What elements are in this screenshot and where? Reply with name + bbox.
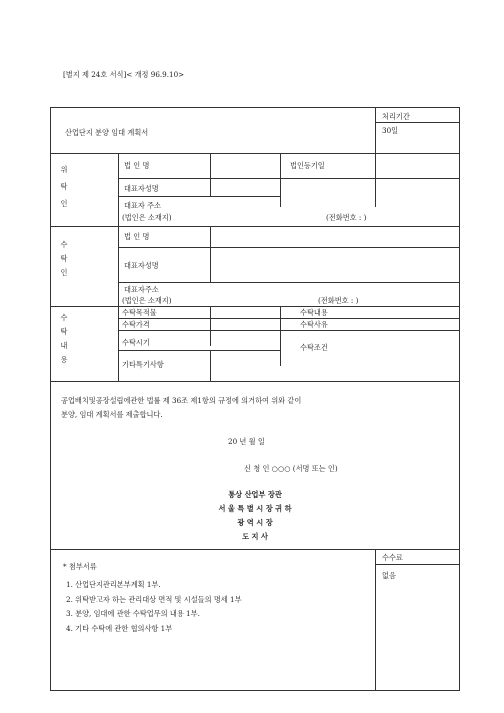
consignee-addr-note: (법인은 소재지) (122, 296, 172, 305)
frame-left (50, 107, 51, 691)
contents-char: 용 (60, 355, 68, 364)
divider (118, 196, 280, 197)
consignee-char: 탁 (60, 254, 68, 263)
contents-char: 탁 (60, 327, 68, 336)
divider (118, 178, 460, 179)
divider (118, 282, 460, 283)
contents-char: 내 (60, 341, 68, 350)
frame-right (459, 107, 460, 691)
applicant-line: 신 청 인 ○○○ (서명 또는 인) (244, 464, 338, 473)
divider (118, 350, 280, 351)
statement-line1: 공업배치및공장설립에관한 법률 제 36조 제1항의 규정에 의거하여 위와 같이 (61, 396, 302, 405)
reason-label: 수탁사유 (300, 320, 328, 329)
target-label: 수탁목적물 (122, 308, 157, 317)
condition-label: 수탁조건 (300, 343, 328, 352)
attachment-item: 2. 위탁받고자 하는 관리대상 면적 및 시설들의 명세 1부 (66, 595, 242, 604)
divider (50, 153, 460, 154)
consignee-phone: (전화번호 : ) (318, 296, 359, 305)
divider (118, 247, 460, 248)
divider (118, 330, 460, 331)
statement-date: 20 년 월 일 (228, 437, 265, 446)
processing-label: 처리기간 (382, 112, 410, 121)
consignee-rep-addr-label: 대표자주소 (124, 285, 159, 294)
consigner-rep-name-label: 대표자성명 (124, 184, 159, 193)
attachment-item: 3. 분양, 임대에 관한 수탁업무의 내용 1부. (66, 609, 200, 618)
consigner-corp-name-label: 법 인 명 (124, 161, 150, 170)
divider (210, 178, 211, 196)
other-label: 기타특기사항 (122, 360, 164, 369)
divider (375, 107, 376, 153)
section-divider (50, 306, 460, 307)
section-divider (50, 549, 460, 550)
divider (375, 153, 376, 207)
addressee-seoul: 서 울 특 별 시 장 귀 하 (218, 504, 292, 513)
divider (280, 153, 281, 207)
divider (375, 122, 460, 123)
consignee-rep-name-label: 대표자성명 (124, 261, 159, 270)
divider (118, 318, 460, 319)
divider (210, 306, 211, 346)
consigner-char: 인 (60, 199, 68, 208)
consigner-char: 탁 (60, 182, 68, 191)
consigner-char: 위 (60, 165, 68, 174)
fee-label: 수수료 (382, 553, 403, 562)
period-label: 수탁시기 (122, 338, 150, 347)
divider (280, 330, 281, 366)
consigner-rep-addr-label: 대표자 주소 (124, 201, 162, 210)
frame-bottom (50, 690, 460, 691)
divider (210, 350, 211, 381)
consigner-phone: (전화번호 : ) (326, 213, 367, 222)
form-number: [별지 제 24호 서식]< 개정 96.9.10> (63, 70, 185, 79)
consigner-corp-reg-label: 법인등기일 (290, 161, 325, 170)
divider (375, 549, 376, 691)
statement-line2: 분양, 임대 계획서를 제출합니다. (61, 410, 163, 419)
scope-label: 수탁내용 (300, 308, 328, 317)
divider (210, 226, 211, 282)
section-divider (50, 226, 460, 227)
divider (210, 153, 211, 179)
contents-char: 수 (60, 313, 68, 322)
fee-value: 없음 (382, 571, 396, 580)
frame-top (50, 107, 460, 108)
consignee-char: 수 (60, 240, 68, 249)
section-divider (50, 381, 460, 382)
consignee-char: 인 (60, 268, 68, 277)
attachment-item: 1. 산업단지관리본부계획 1부. (66, 580, 161, 589)
attachments-heading: * 첨부서류 (63, 562, 97, 571)
price-label: 수탁가격 (122, 320, 150, 329)
label-column-divider (118, 153, 119, 381)
addressee-ministry: 통상 산업부 장관 (228, 490, 282, 499)
addressee-province: 도 지 사 (242, 532, 268, 541)
consigner-addr-note: (법인은 소재지) (122, 213, 172, 222)
addressee-metro: 광 역 시 장 (237, 518, 273, 527)
divider (375, 564, 460, 565)
attachment-item: 4. 기타 수탁에 관한 협의사항 1부 (66, 624, 173, 633)
form-title: 산업단지 분양 임대 계획서 (65, 128, 149, 137)
consignee-corp-name-label: 법 인 명 (124, 232, 150, 241)
processing-value: 30일 (382, 126, 399, 135)
